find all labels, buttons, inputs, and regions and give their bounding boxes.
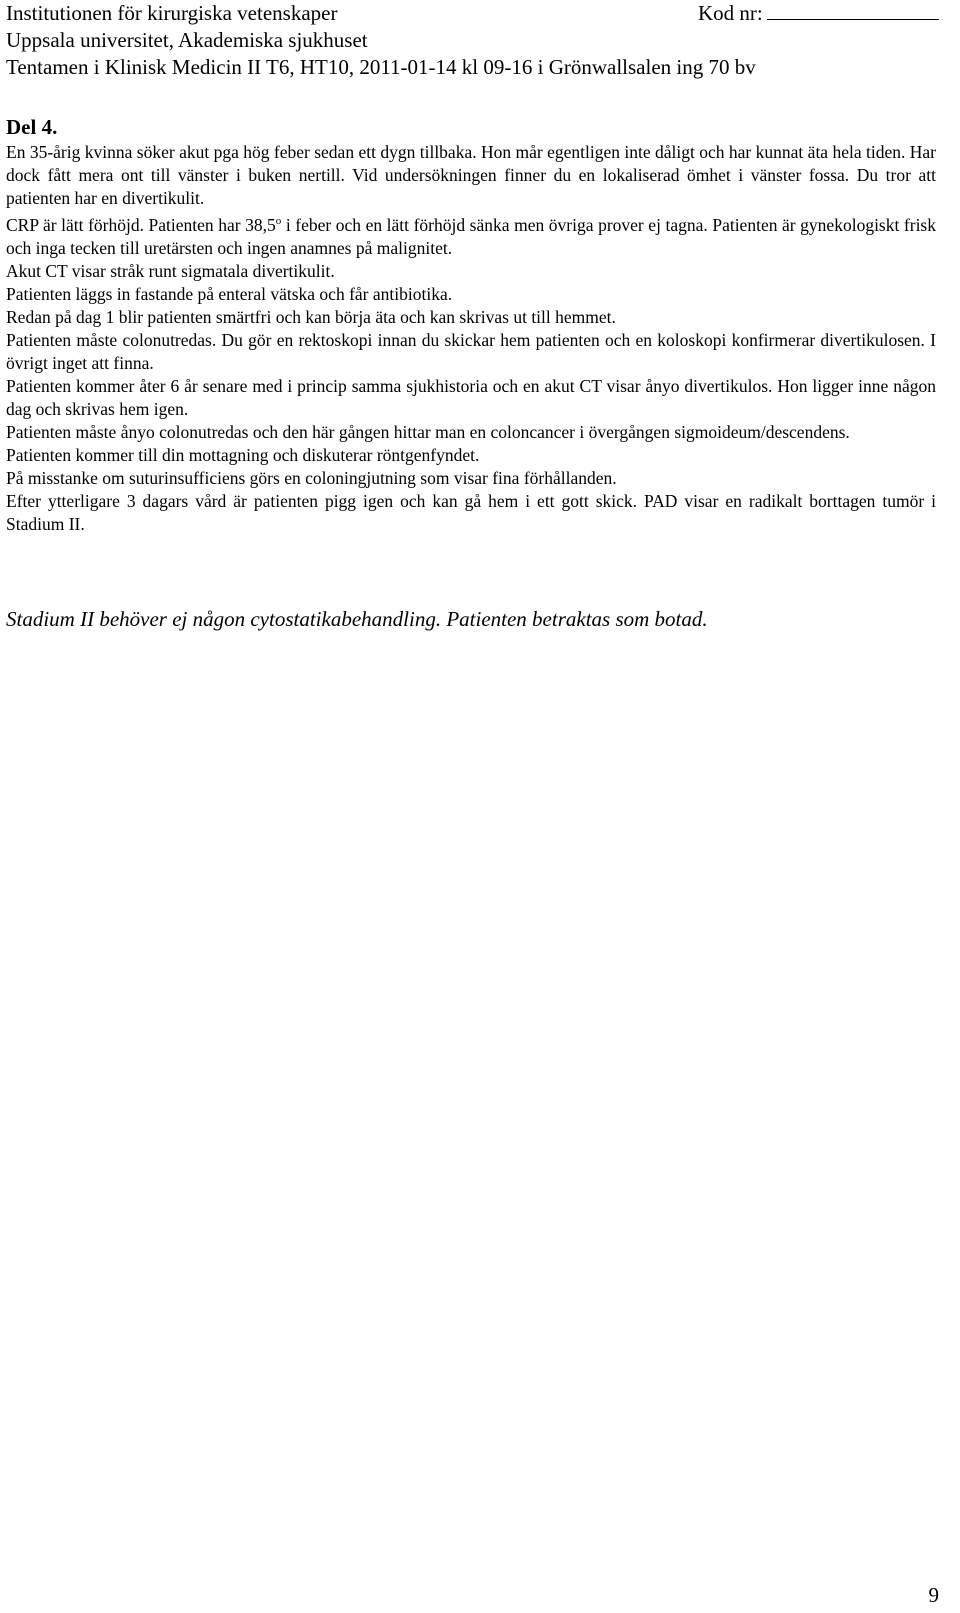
case-paragraph: Patienten kommer till din mottagning och diskuterar röntgenfyndet. xyxy=(6,444,480,465)
kod-nr-field xyxy=(698,0,939,27)
page-header xyxy=(6,0,936,81)
section-title: Del 4. xyxy=(6,115,58,139)
case-paragraph: Akut CT visar stråk runt sigmatala divertikulit. xyxy=(6,260,335,281)
case-paragraph: På misstanke om suturinsufficiens görs en coloningjutning som visar fina förhållanden. xyxy=(6,467,617,488)
conclusion-text: Stadium II behöver ej någon cytostatikabehandling. Patienten betraktas som botad. xyxy=(6,607,708,631)
case-text-segment: CRP är lätt förhöjd. Patienten har 38,5 xyxy=(6,214,276,235)
case-paragraph: Patienten läggs in fastande på enteral vätska och får antibiotika. xyxy=(6,283,453,304)
exam-title: Tentamen i Klinisk Medicin II T6, HT10, 2011-01-14 kl 09-16 i Grönwallsalen ing 70 bv xyxy=(6,55,756,79)
case-paragraph: En 35-årig kvinna söker akut pga hög feber sedan ett dygn tillbaka. Hon mår egentligen inte dåligt och har kunnat äta hela tiden. Har dock fått mera ont till vänster i buken nertill. Vid undersökningen finner du en lokaliserad ömhet i vänster fossa. Du tror att patienten har en divertikulit. xyxy=(6,142,936,208)
case-paragraph xyxy=(6,210,936,260)
case-paragraph: Redan på dag 1 blir patienten smärtfri och kan börja äta och kan skrivas ut till hemmet. xyxy=(6,306,616,327)
case-text-segment: i feber och en lätt förhöjd sänka men övriga prover ej tagna. Patienten är gynekologiskt frisk och inga tecken till uretärsten och ingen anamnes på malignitet. xyxy=(6,214,936,258)
kod-nr-blank-line xyxy=(767,0,939,20)
case-paragraph: Patienten kommer åter 6 år senare med i princip samma sjukhistoria och en akut CT visar ånyo divertikulos. Hon ligger inne någon dag och skrivas hem igen. xyxy=(6,375,936,419)
case-paragraph: Patienten måste ånyo colonutredas och den här gången hittar man en coloncancer i övergången sigmoideum/descendens. xyxy=(6,421,850,442)
university-name: Uppsala universitet, Akademiska sjukhuset xyxy=(6,28,368,52)
institution-name: Institutionen för kirurgiska vetenskaper xyxy=(6,1,338,25)
kod-nr-label: Kod nr: xyxy=(698,1,763,25)
degree-superscript: o xyxy=(275,215,282,227)
case-paragraph: Efter ytterligare 3 dagars vård är patienten pigg igen och kan gå hem i ett gott skick. PAD visar en radikalt borttagen tumör i Stadium II. xyxy=(6,490,936,534)
case-paragraph: Patienten måste colonutredas. Du gör en rektoskopi innan du skickar hem patienten och en koloskopi konfirmerar divertikulosen. I övrigt inget att finna. xyxy=(6,329,936,373)
case-text xyxy=(6,141,936,536)
page-number: 9 xyxy=(928,1583,939,1607)
header-row-1 xyxy=(6,0,936,27)
